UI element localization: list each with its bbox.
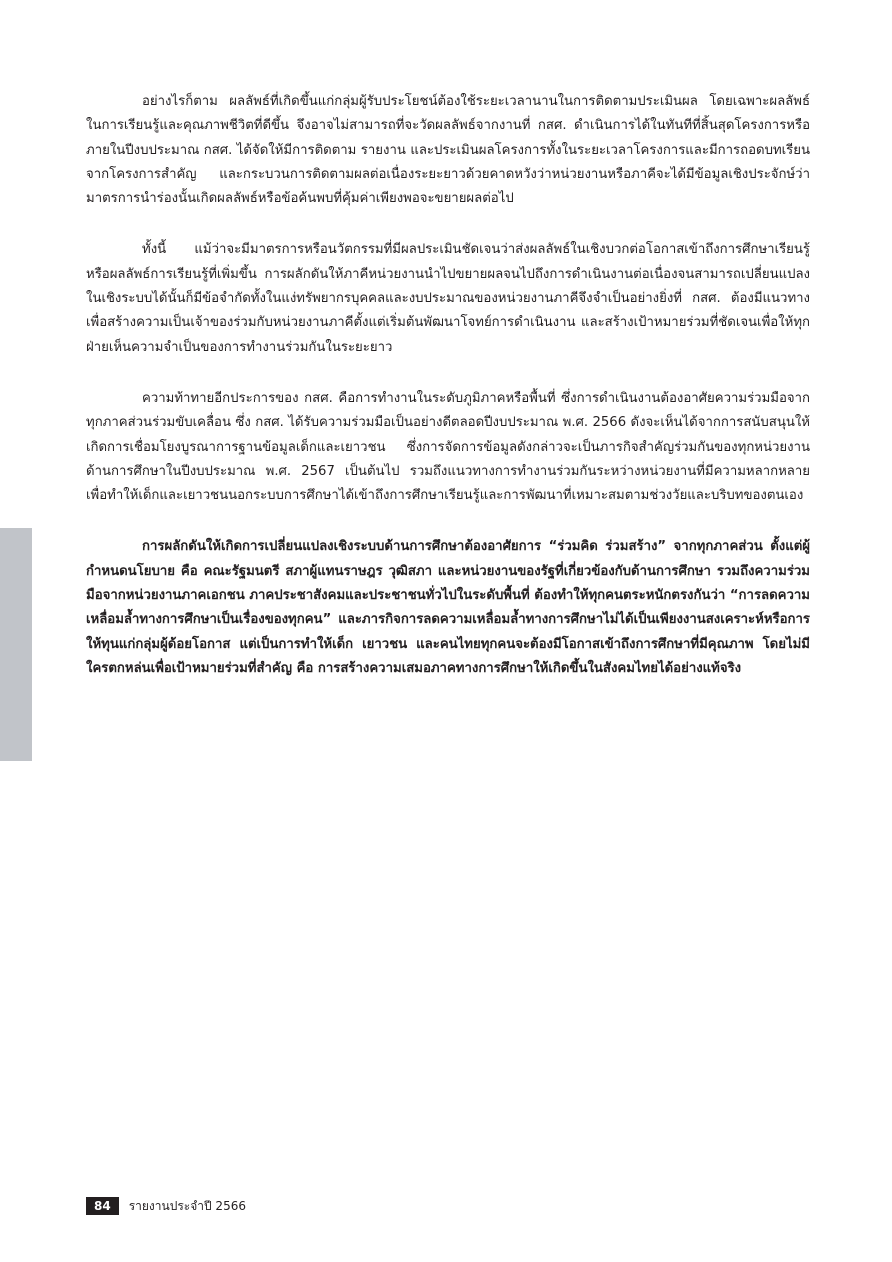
- paragraph-regional-challenge: ความท้าทายอีกประการของ กสศ. คือการทำงานในระดับภูมิภาคหรือพื้นที่ ซึ่งการดำเนินงานต้องอาศัยความร่วมมือจากทุกภาคส่วนร่วมขับเคลื่อน ซึ่ง กสศ. ได้รับความร่วมมือเป็นอย่างดีตลอดปีงบประมาณ พ.ศ. 2566 ดังจะเห็นได้จากการสนับสนุนให้เกิดการเชื่อมโยงบูรณาการฐานข้อมูลเด็กและเยาวชน ซึ่งการจัดการข้อมูลดังกล่าวจะเป็นภารกิจสำคัญร่วมกันของทุกหน่วยงานด้านการศึกษาในปีงบประมาณ พ.ศ. 2567 เป็นต้นไป รวมถึงแนวทางการทำงานร่วมกันระหว่างหน่วยงานที่มีความหลากหลาย เพื่อทำให้เด็กและเยาวชนนอกระบบการศึกษาได้เข้าถึงการศึกษาเรียนรู้และการพัฒนาที่เหมาะสมตามช่วงวัยและบริบทของตนเอง: [86, 390, 810, 504]
- side-tab-marker: [0, 528, 32, 761]
- paragraph-outcomes: อย่างไรก็ตาม ผลลัพธ์ที่เกิดขึ้นแก่กลุ่มผู้รับประโยชน์ต้องใช้ระยะเวลานานในการติดตามประเมินผล โดยเฉพาะผลลัพธ์ในการเรียนรู้และคุณภาพชีวิตที่ดีขึ้น จึงอาจไม่สามารถที่จะวัดผลลัพธ์จากงานที่ กสศ. ดำเนินการได้ในทันทีที่สิ้นสุดโครงการหรือภายในปีงบประมาณ กสศ. ได้จัดให้มีการติดตาม รายงาน และประเมินผลโครงการทั้งในระยะเวลาโครงการและมีการถอดบทเรียนจากโครงการสำคัญ และกระบวนการติดตามผลต่อเนื่องระยะยาวด้วยคาดหวังว่าหน่วยงานหรือภาคีจะได้มีข้อมูลเชิงประจักษ์ว่ามาตรการนำร่องนั้นเกิดผลลัพธ์หรือข้อค้นพบที่คุ้มค่าเพียงพอจะขยายผลต่อไป: [86, 94, 810, 207]
- paragraph-partnership: ทั้งนี้ แม้ว่าจะมีมาตรการหรือนวัตกรรมที่มีผลประเมินชัดเจนว่าส่งผลลัพธ์ในเชิงบวกต่อโอกาสเข้าถึงการศึกษาเรียนรู้ หรือผลลัพธ์การเรียนรู้ที่เพิ่มขึ้น การผลักดันให้ภาคีหน่วยงานนำไปขยายผลจนไปถึงการดำเนินงานต่อเนื่องจนสามารถเปลี่ยนแปลงในเชิงระบบได้นั้นก็มีข้อจำกัดทั้งในแง่ทรัพยากรบุคคลและงบประมาณของหน่วยงานภาคีจึงจำเป็นอย่างยิ่งที่ กสศ. ต้องมีแนวทางเพื่อสร้างความเป็นเจ้าของร่วมกับหน่วยงานภาคีตั้งแต่เริ่มต้นพัฒนาโจทย์การดำเนินงาน และสร้างเป้าหมายร่วมที่ชัดเจนเพื่อให้ทุกฝ่ายเห็นความจำเป็นของการทำงานร่วมกันในระยะยาว: [86, 242, 810, 355]
- paragraph-systemic-change: การผลักดันให้เกิดการเปลี่ยนแปลงเชิงระบบด้านการศึกษาต้องอาศัยการ “ร่วมคิด ร่วมสร้าง” จากทุกภาคส่วน ตั้งแต่ผู้กำหนดนโยบาย คือ คณะรัฐมนตรี สภาผู้แทนราษฎร วุฒิสภา และหน่วยงานของรัฐที่เกี่ยวข้องกับด้านการศึกษา รวมถึงความร่วมมือจากหน่วยงานภาคเอกชน ภาคประชาสังคมและประชาชนทั่วไปในระดับพื้นที่ ต้องทำให้ทุกคนตระหนักตรงกันว่า “การลดความเหลื่อมล้ำทางการศึกษาเป็นเรื่องของทุกคน” และภารกิจการลดความเหลื่อมล้ำทางการศึกษาไม่ได้เป็นเพียงงานสงเคราะห์หรือการให้ทุนแก่กลุ่มผู้ด้อยโอกาส แต่เป็นการทำให้เด็ก เยาวชน และคนไทยทุกคนจะต้องมีโอกาสเข้าถึงการศึกษาที่มีคุณภาพ โดยไม่มีใครตกหล่นเพื่อเป้าหมายร่วมที่สำคัญ คือ การสร้างความเสมอภาคทางการศึกษาให้เกิดขึ้นในสังคมไทยได้อย่างแท้จริง: [86, 539, 810, 676]
- report-title: รายงานประจำปี 2566: [128, 1198, 246, 1213]
- page-footer: [86, 1196, 246, 1216]
- page-number: 84: [86, 1197, 119, 1215]
- body-text: [86, 90, 810, 708]
